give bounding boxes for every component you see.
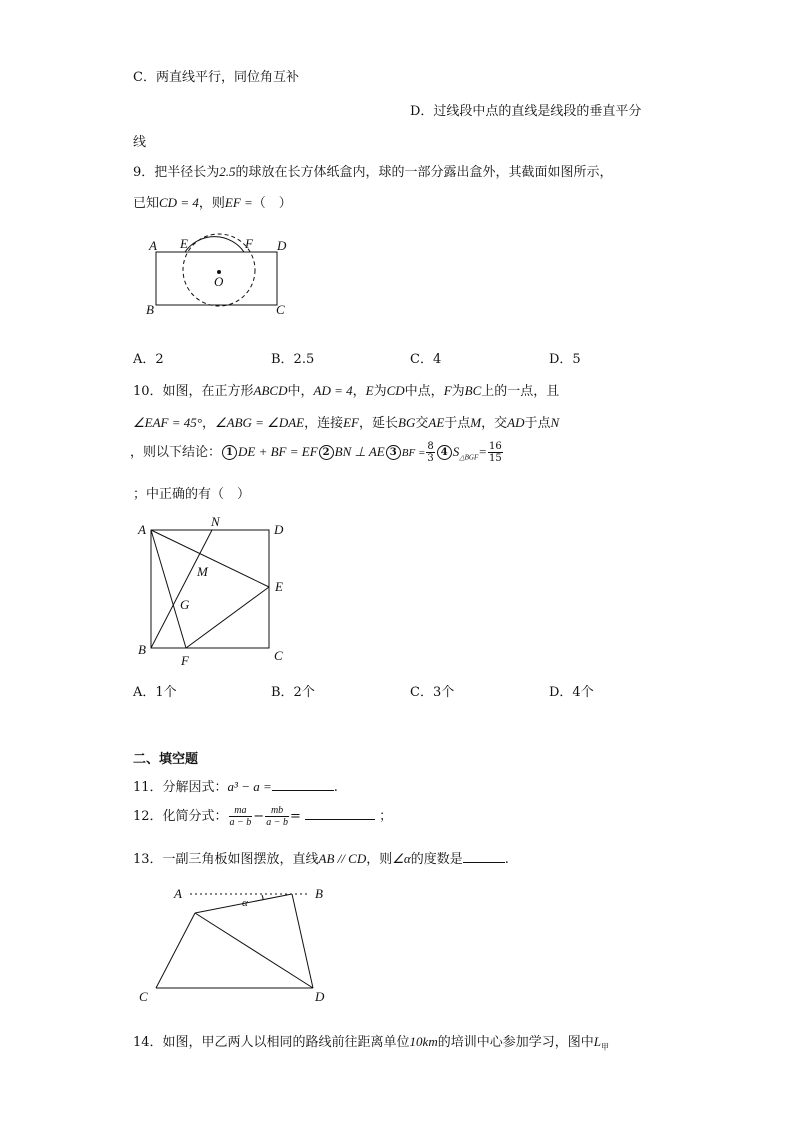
q10-line-ae (151, 530, 269, 587)
q9-label-e: E (180, 236, 188, 251)
q10-option-a: A．1个 (133, 685, 177, 700)
q10-label-b: B (138, 642, 146, 657)
q10-label-n: N (211, 514, 220, 529)
q11-answer-blank[interactable] (272, 778, 334, 791)
q9-option-a: A．2 (133, 352, 164, 367)
q10-line2: ∠EAF = 45°，∠ABG = ∠DAE，连接EF，延长BG交AE于点M，交AD于点N (133, 415, 560, 431)
q13-label-d: D (315, 989, 325, 1004)
q10-option-c: C．3个 (410, 685, 455, 700)
q12-answer-blank[interactable] (305, 807, 375, 820)
q10-label-g: G (180, 597, 190, 612)
q9-label-f: F (245, 236, 253, 251)
q8-option-d-wrap: 线 (133, 135, 147, 150)
q13-label-c: C (139, 989, 148, 1004)
q9-figure (140, 230, 300, 325)
q14-line: 14．如图，甲乙两人以相同的路线前往距离单位10km的培训中心参加学习，图中$L_甲$ (133, 1034, 609, 1052)
q10-label-f: F (181, 653, 189, 668)
q13-angle-arc (262, 895, 263, 900)
q13-line-diagonal (195, 913, 313, 988)
q13-figure (135, 880, 340, 1005)
q13-line-c-top (156, 913, 195, 988)
q10-label-c: C (274, 648, 283, 663)
q9-label-c: C (276, 302, 285, 317)
q8-option-d: D．过线段中点的直线是线段的垂直平分 (410, 104, 642, 119)
q10-label-e: E (275, 579, 283, 594)
q13-label-alpha: α (242, 897, 248, 909)
q13-label-a: A (174, 886, 182, 901)
q9-option-c: C．4 (410, 352, 442, 367)
q9-line2: 已知CD = 4，则EF =（ ） (133, 195, 292, 211)
q9-label-a: A (149, 238, 157, 253)
q13-line-right (292, 894, 313, 988)
q9-label-d: D (277, 238, 287, 253)
q9-option-b: B．2.5 (271, 352, 315, 367)
q9-option-d: D．5 (549, 352, 581, 367)
q10-option-d: D．4个 (549, 685, 594, 700)
q12-line: 12．化简分式： $\frac{ma}{a - b}$ − $\frac{mb}{a - b}$ = ； (133, 805, 393, 828)
q10-label-m: M (197, 564, 208, 579)
q10-line3: ，则以下结论： 1 DE + BF = EF 2 BN ⊥ AE 3 BF = $\frac{8}{3}$ 4 $S_{\triangle BGF}=$ $\frac{16}{15}$ (130, 441, 502, 464)
q10-label-a: A (138, 522, 146, 537)
q13-line: 13．一副三角板如图摆放，直线AB // CD，则∠α的度数是 . (133, 851, 509, 867)
q10-line-bn (151, 530, 212, 648)
q10-figure (130, 510, 300, 675)
q13-label-b: B (315, 886, 323, 901)
q10-line-fe (186, 587, 269, 648)
q10-line-af (151, 530, 186, 648)
q8-option-c: C．两直线平行，同位角互补 (133, 70, 299, 85)
q9-label-b: B (146, 302, 154, 317)
q10-option-b: B．2个 (271, 685, 315, 700)
q9-label-o: O (214, 274, 224, 289)
q13-answer-blank[interactable] (463, 850, 505, 863)
q11-line: 11．分解因式：a³ − a = . (133, 779, 338, 795)
q10-line1: 10．如图，在正方形ABCD中，AD = 4，E为CD中点，F为BC上的一点，且 (133, 383, 560, 399)
q9-line1: 9．把半径长为2.5的球放在长方体纸盒内，球的一部分露出盒外，其截面如图所示， (133, 164, 613, 180)
section-title: 二、填空题 (133, 752, 199, 767)
q10-label-d: D (274, 522, 284, 537)
q10-line4: ；中正确的有（ ） (133, 487, 251, 502)
